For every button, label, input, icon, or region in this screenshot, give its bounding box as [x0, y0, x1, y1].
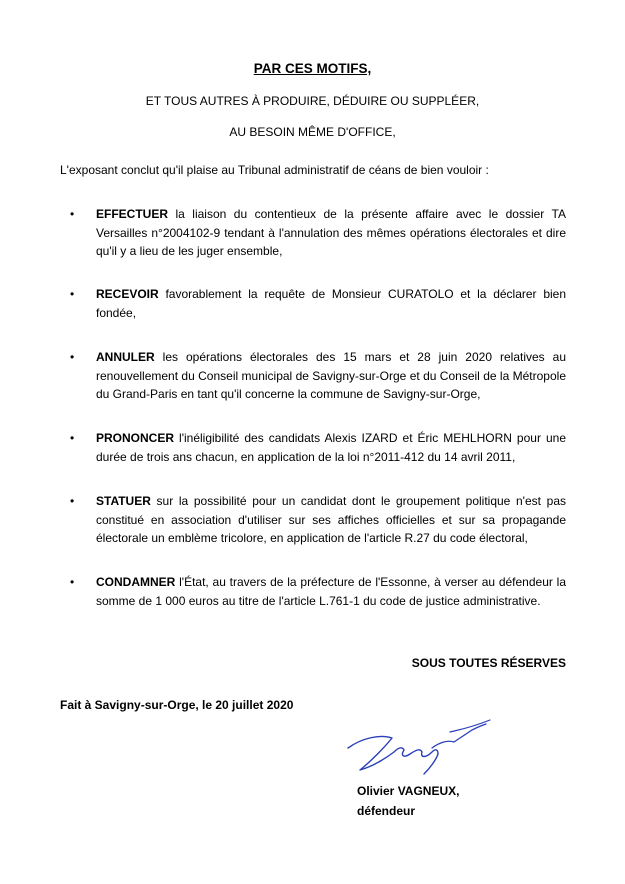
reserve-statement: SOUS TOUTES RÉSERVES: [411, 656, 566, 670]
item-text: les opérations électorales des 15 mars et 28 juin 2020 relatives au renouvellement du Conseil municipal de Savigny-sur-Orge et du Conseil de la Métropole du Grand-Paris en tant qu'il concerne la commune de Savigny-sur-Orge,: [96, 350, 566, 401]
item-keyword: PRONONCER: [96, 431, 175, 445]
bullet-icon: •: [70, 207, 75, 221]
bullet-icon: •: [70, 575, 75, 589]
item-keyword: STATUER: [96, 494, 151, 508]
signer-name: Olivier VAGNEUX,: [357, 784, 460, 798]
conclusion-item-condamner: [70, 573, 566, 610]
item-text: favorablement la requête de Monsieur CURATOLO et la déclarer bien fondée,: [96, 287, 566, 320]
item-keyword: CONDAMNER: [96, 575, 176, 589]
handwritten-signature: [340, 708, 500, 780]
bullet-icon: •: [70, 350, 75, 364]
bullet-icon: •: [70, 494, 75, 508]
conclusion-item-prononcer: [70, 429, 566, 466]
item-text: la liaison du contentieux de la présente affaire avec le dossier TA Versailles n°2004102-9 tendant à l'annulation des mêmes opérations électorales et dire qu'il y a lieu de les juger ensemble,: [96, 207, 566, 258]
conclusion-item-recevoir: [70, 285, 566, 322]
item-keyword: RECEVOIR: [96, 287, 159, 301]
conclusion-item-annuler: [70, 348, 566, 404]
subtitle-line-2: AU BESOIN MÊME D'OFFICE,: [229, 125, 396, 139]
item-text: l'État, au travers de la préfecture de l'Essonne, à verser au défendeur la somme de 1 000 euros au titre de l'article L.761-1 du code de justice administrative.: [96, 575, 566, 608]
item-text: sur la possibilité pour un candidat dont le groupement politique n'est pas constitué en association d'utiliser sur ses affiches officielles et sur sa propagande électorale un emblème tricolore, en application de l'article R.27 du code électoral,: [96, 494, 566, 545]
item-text: l'inéligibilité des candidats Alexis IZARD et Éric MEHLHORN pour une durée de trois ans chacun, en application de la loi n°2011-412 du 14 avril 2011,: [96, 431, 566, 464]
item-keyword: ANNULER: [96, 350, 155, 364]
bullet-icon: •: [70, 287, 75, 301]
bullet-icon: •: [70, 431, 75, 445]
item-keyword: EFFECTUER: [96, 207, 168, 221]
signer-role: défendeur: [357, 804, 416, 818]
conclusion-item-effectuer: [70, 205, 566, 261]
conclusion-item-statuer: [70, 492, 566, 548]
document-title: PAR CES MOTIFS,: [253, 61, 372, 76]
intro-paragraph: L'exposant conclut qu'il plaise au Tribunal administratif de céans de bien vouloir :: [60, 163, 489, 177]
subtitle-line-1: ET TOUS AUTRES À PRODUIRE, DÉDUIRE OU SUPPLÉER,: [145, 94, 480, 108]
place-date-line: Fait à Savigny-sur-Orge, le 20 juillet 2020: [60, 698, 294, 712]
